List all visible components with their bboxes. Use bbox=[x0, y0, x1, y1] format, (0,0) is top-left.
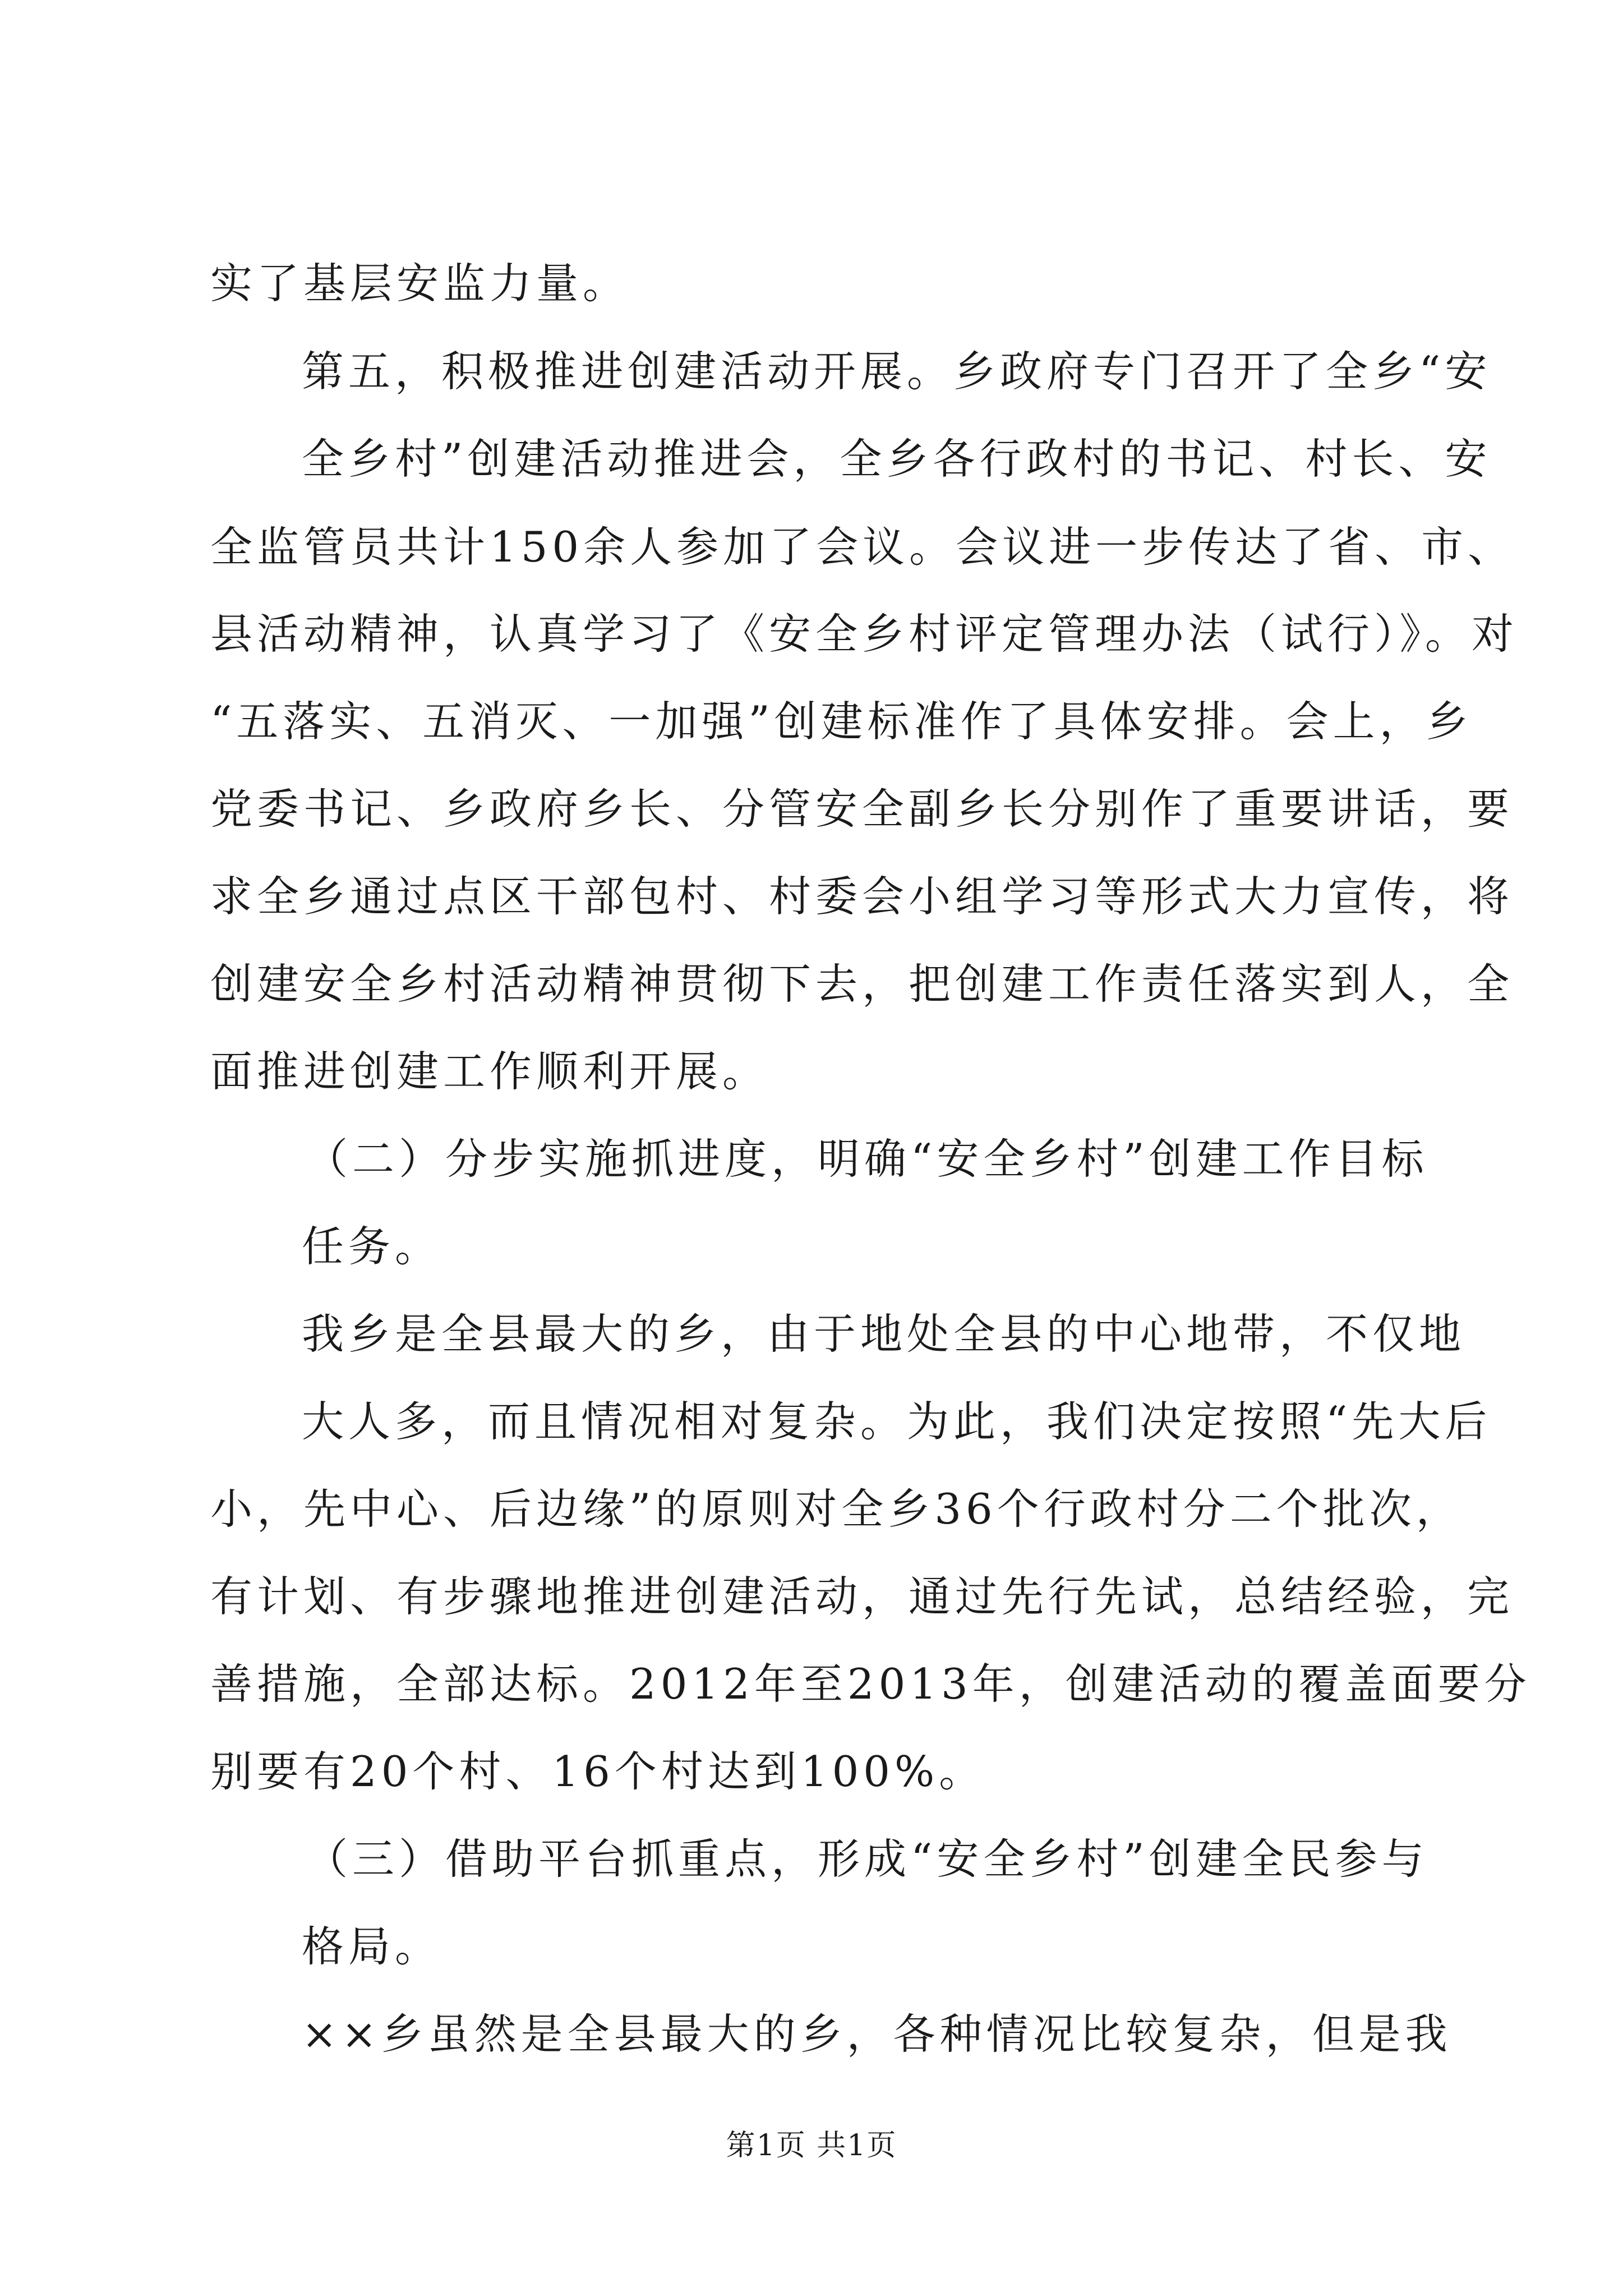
section-heading: （二）分步实施抓进度，明确“安全乡村”创建工作目标 bbox=[306, 1134, 1428, 1184]
text-line: 党委书记、乡政府乡长、分管安全副乡长分别作了重要讲话，要 bbox=[210, 784, 1514, 834]
page-footer: 第1页 共1页 bbox=[726, 2129, 897, 2162]
text-line: 小，先中心、后边缘”的原则对全乡36个行政村分二个批次， bbox=[210, 1484, 1463, 1534]
text-line: “五落实、五消灭、一加强”创建标准作了具体安排。会上，乡 bbox=[210, 697, 1473, 746]
section-heading: （三）借助平台抓重点，形成“安全乡村”创建全民参与 bbox=[306, 1834, 1428, 1884]
text-line: 求全乡通过点区干部包村、村委会小组学习等形式大力宣传，将 bbox=[210, 872, 1514, 921]
text-line: 面推进创建工作顺利开展。 bbox=[210, 1047, 769, 1096]
section-heading-continued: 格局。 bbox=[302, 1922, 442, 1971]
text-line: 第五，积极推进创建活动开展。乡政府专门召开了全乡“安 bbox=[302, 347, 1492, 396]
text-line: 我乡是全县最大的乡，由于地处全县的中心地带，不仅地 bbox=[302, 1309, 1466, 1359]
text-line: 实了基层安监力量。 bbox=[210, 259, 630, 308]
section-heading-continued: 任务。 bbox=[302, 1222, 442, 1271]
text-line: 别要有20个村、16个村达到100%。 bbox=[210, 1747, 986, 1796]
text-line: 创建安全乡村活动精神贯彻下去，把创建工作责任落实到人，全 bbox=[210, 959, 1514, 1009]
text-line: 善措施，全部达标。2012年至2013年，创建活动的覆盖面要分 bbox=[210, 1659, 1531, 1709]
text-line: ××乡虽然是全县最大的乡，各种情况比较复杂，但是我 bbox=[302, 2009, 1452, 2059]
text-line: 县活动精神，认真学习了《安全乡村评定管理办法（试行）》。对 bbox=[210, 609, 1519, 659]
text-line: 有计划、有步骤地推进创建活动，通过先行先试，总结经验，完 bbox=[210, 1572, 1514, 1621]
text-line: 全监管员共计150余人参加了会议。会议进一步传达了省、市、 bbox=[210, 522, 1515, 572]
text-line: 全乡村”创建活动推进会，全乡各行政村的书记、村长、安 bbox=[302, 434, 1492, 484]
text-line: 大人多，而且情况相对复杂。为此，我们决定按照“先大后 bbox=[302, 1397, 1492, 1446]
